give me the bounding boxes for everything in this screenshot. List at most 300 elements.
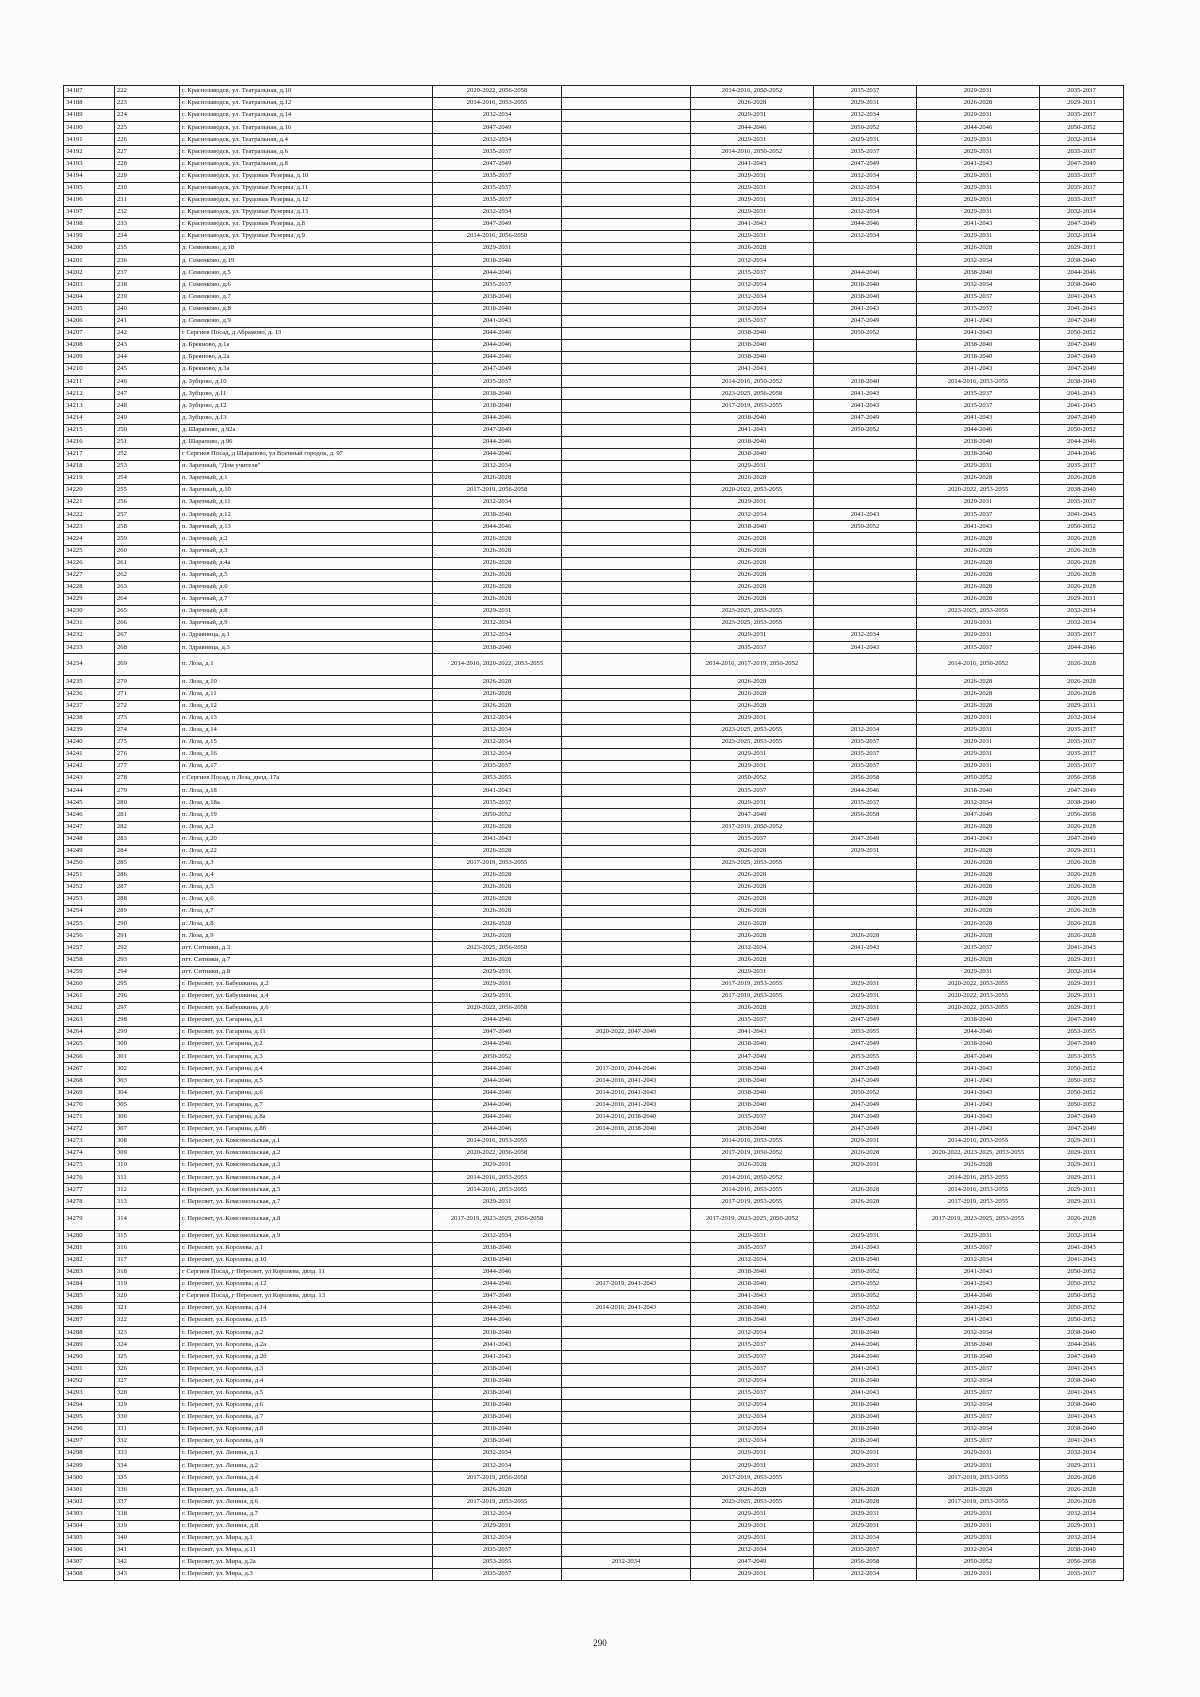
period-2-cell [562,1266,691,1278]
record-id-cell: 34289 [64,1339,115,1351]
period-6-cell: 2044-2046 [1040,1339,1124,1351]
period-4-cell: 2047-2049 [814,412,917,424]
row-number-cell: 241 [115,315,180,327]
period-1-cell: 2035-2037 [433,1569,562,1581]
row-number-cell: 295 [115,978,180,990]
period-2-cell [562,557,691,569]
period-3-cell: 2017-2019, 2050-2052 [691,1148,814,1160]
table-row [64,219,1124,231]
period-1-cell: 2047-2049 [433,158,562,170]
table-row [64,1327,1124,1339]
record-id-cell: 34234 [64,654,115,676]
table-row [64,243,1124,255]
period-5-cell: 2041-2043 [917,364,1040,376]
table-row [64,170,1124,182]
period-5-cell: 2029-2031 [917,618,1040,630]
period-6-cell: 2029-2031 [1040,700,1124,712]
record-id-cell: 34198 [64,219,115,231]
address-cell: п. Заречный, д.10 [180,485,433,497]
period-2-cell [562,845,691,857]
record-id-cell: 34247 [64,821,115,833]
period-6-cell: 2029-2031 [1040,1172,1124,1184]
address-cell: г. Пересвет, ул. Гагарина, д.3 [180,1051,433,1063]
period-2-cell [562,748,691,760]
record-id-cell: 34237 [64,700,115,712]
period-3-cell: 2029-2031 [691,194,814,206]
period-4-cell: 2038-2040 [814,291,917,303]
period-4-cell: 2026-2028 [814,1496,917,1508]
period-1-cell: 2017-2019, 2053-2055 [433,857,562,869]
table-row [64,1472,1124,1484]
period-1-cell: 2044-2046 [433,1303,562,1315]
row-number-cell: 243 [115,339,180,351]
address-cell: д. Семенково, д.9 [180,315,433,327]
address-cell: г. Пересвет, ул. Королева, д.1 [180,1242,433,1254]
period-4-cell: 2035-2037 [814,146,917,158]
row-number-cell: 228 [115,158,180,170]
table-row [64,966,1124,978]
period-2-cell [562,990,691,1002]
record-id-cell: 34211 [64,376,115,388]
address-cell: п. Лоза, д.13 [180,712,433,724]
period-6-cell: 2047-2049 [1040,219,1124,231]
record-id-cell: 34255 [64,918,115,930]
period-2-cell [562,1387,691,1399]
table-row [64,509,1124,521]
row-number-cell: 324 [115,1339,180,1351]
period-2-cell [562,110,691,122]
period-5-cell: 2041-2043 [917,1123,1040,1135]
period-5-cell: 2029-2031 [917,146,1040,158]
period-2-cell: 2014-2016, 2041-2043 [562,1075,691,1087]
period-2-cell [562,894,691,906]
period-6-cell: 2035-2037 [1040,630,1124,642]
record-id-cell: 34209 [64,352,115,364]
period-6-cell: 2038-2040 [1040,255,1124,267]
period-2-cell [562,1291,691,1303]
period-6-cell: 2038-2040 [1040,1375,1124,1387]
table-row [64,86,1124,98]
period-2-cell [562,327,691,339]
period-2-cell [562,918,691,930]
row-number-cell: 330 [115,1411,180,1423]
period-2-cell [562,569,691,581]
period-1-cell: 2044-2046 [433,339,562,351]
row-number-cell: 247 [115,388,180,400]
period-1-cell: 2026-2028 [433,545,562,557]
record-id-cell: 34298 [64,1448,115,1460]
period-2-cell [562,654,691,676]
row-number-cell: 303 [115,1075,180,1087]
period-5-cell: 2035-2037 [917,400,1040,412]
row-number-cell: 337 [115,1496,180,1508]
period-3-cell: 2035-2037 [691,1351,814,1363]
address-cell: п. Лоза, д.3 [180,857,433,869]
table-row [64,1399,1124,1411]
period-6-cell: 2029-2031 [1040,845,1124,857]
period-6-cell: 2050-2052 [1040,1063,1124,1075]
period-1-cell: 2044-2046 [433,1087,562,1099]
row-number-cell: 235 [115,243,180,255]
table-row [64,773,1124,785]
row-number-cell: 259 [115,533,180,545]
table-row [64,1002,1124,1014]
table-row [64,593,1124,605]
period-5-cell: 2026-2028 [917,857,1040,869]
record-id-cell: 34208 [64,339,115,351]
period-5-cell: 2035-2037 [917,942,1040,954]
table-row [64,845,1124,857]
table-row [64,1363,1124,1375]
row-number-cell: 342 [115,1557,180,1569]
address-cell: п. Заречный, д.2 [180,533,433,545]
table-row [64,990,1124,1002]
period-2-cell [562,267,691,279]
period-2-cell [562,869,691,881]
row-number-cell: 275 [115,736,180,748]
period-3-cell: 2029-2031 [691,1230,814,1242]
table-row [64,1111,1124,1123]
address-cell: г. Пересвет, ул. Королева, д.4 [180,1375,433,1387]
record-id-cell: 34264 [64,1027,115,1039]
row-number-cell: 229 [115,170,180,182]
period-1-cell: 2026-2028 [433,676,562,688]
record-id-cell: 34224 [64,533,115,545]
period-3-cell: 2035-2037 [691,1339,814,1351]
period-5-cell: 2038-2040 [917,785,1040,797]
table-row [64,954,1124,966]
row-number-cell: 245 [115,364,180,376]
period-2-cell [562,1496,691,1508]
period-2-cell [562,1135,691,1147]
period-1-cell: 2044-2046 [433,1278,562,1290]
row-number-cell: 265 [115,606,180,618]
period-1-cell: 2029-2031 [433,966,562,978]
address-cell: г. Пересвет, ул. Ленина, д.6 [180,1496,433,1508]
address-cell: д. Семенково, д.7 [180,291,433,303]
address-cell: д. Семенково, д.5 [180,267,433,279]
record-id-cell: 34202 [64,267,115,279]
address-cell: г. Пересвет, ул. Комсомольская, д.9 [180,1230,433,1242]
period-4-cell [814,869,917,881]
period-2-cell [562,134,691,146]
period-4-cell: 2035-2037 [814,86,917,98]
row-number-cell: 269 [115,654,180,676]
table-row [64,1099,1124,1111]
period-2-cell [562,219,691,231]
period-6-cell: 2035-2037 [1040,736,1124,748]
table-row [64,327,1124,339]
period-1-cell: 2014-2016, 2053-2055 [433,1172,562,1184]
table-row [64,134,1124,146]
period-3-cell: 2029-2031 [691,110,814,122]
period-3-cell: 2032-2034 [691,1327,814,1339]
row-number-cell: 253 [115,460,180,472]
record-id-cell: 34213 [64,400,115,412]
period-4-cell: 2035-2037 [814,748,917,760]
record-id-cell: 34275 [64,1160,115,1172]
address-cell: г. Пересвет, ул. Комсомольская, д.8 [180,1208,433,1230]
period-2-cell [562,1363,691,1375]
address-cell: г. Пересвет, ул. Комсомольская, д.2 [180,1148,433,1160]
row-number-cell: 272 [115,700,180,712]
period-2-cell [562,785,691,797]
record-id-cell: 34239 [64,724,115,736]
period-5-cell: 2041-2043 [917,521,1040,533]
period-3-cell: 2041-2043 [691,1027,814,1039]
period-2-cell [562,194,691,206]
period-3-cell: 2047-2049 [691,1557,814,1569]
record-id-cell: 34229 [64,593,115,605]
period-2-cell [562,231,691,243]
record-id-cell: 34223 [64,521,115,533]
table-row [64,1496,1124,1508]
period-5-cell: 2041-2043 [917,1087,1040,1099]
period-6-cell: 2032-2034 [1040,134,1124,146]
period-3-cell: 2026-2028 [691,869,814,881]
period-2-cell [562,1184,691,1196]
period-3-cell: 2029-2031 [691,1569,814,1581]
period-6-cell: 2041-2043 [1040,1411,1124,1423]
period-5-cell: 2017-2019, 2023-2025, 2053-2055 [917,1208,1040,1230]
address-cell: г. Пересвет, ул. Ленина, д.2 [180,1460,433,1472]
row-number-cell: 251 [115,436,180,448]
period-1-cell: 2038-2040 [433,1424,562,1436]
period-1-cell: 2032-2034 [433,630,562,642]
period-1-cell: 2044-2046 [433,1123,562,1135]
row-number-cell: 322 [115,1315,180,1327]
period-2-cell [562,1339,691,1351]
record-id-cell: 34195 [64,182,115,194]
address-cell: д. Зубцово, д.12 [180,400,433,412]
period-3-cell: 2038-2040 [691,1315,814,1327]
period-3-cell: 2017-2019, 2053-2055 [691,400,814,412]
period-2-cell [562,1520,691,1532]
record-id-cell: 34272 [64,1123,115,1135]
period-3-cell: 2029-2031 [691,134,814,146]
row-number-cell: 262 [115,569,180,581]
row-number-cell: 298 [115,1015,180,1027]
period-2-cell [562,966,691,978]
period-5-cell: 2014-2016, 2050-2052 [917,654,1040,676]
period-6-cell: 2026-2028 [1040,894,1124,906]
row-number-cell: 231 [115,194,180,206]
period-1-cell: 2029-2031 [433,606,562,618]
period-4-cell: 2026-2028 [814,930,917,942]
period-5-cell: 2032-2034 [917,1327,1040,1339]
table-row [64,376,1124,388]
period-3-cell: 2017-2019, 2053-2055 [691,978,814,990]
period-6-cell: 2029-2031 [1040,98,1124,110]
period-6-cell: 2041-2043 [1040,1242,1124,1254]
period-2-cell [562,1208,691,1230]
period-4-cell: 2032-2034 [814,630,917,642]
period-6-cell: 2035-2037 [1040,110,1124,122]
table-row [64,1196,1124,1208]
record-id-cell: 34256 [64,930,115,942]
period-2-cell [562,170,691,182]
period-4-cell: 2029-2031 [814,1230,917,1242]
period-4-cell: 2038-2040 [814,1424,917,1436]
period-4-cell: 2047-2049 [814,1111,917,1123]
period-1-cell: 2038-2040 [433,642,562,654]
period-5-cell: 2029-2031 [917,1569,1040,1581]
period-5-cell: 2029-2031 [917,724,1040,736]
address-cell: г. Пересвет, ул. Комсомольская, д.4 [180,1172,433,1184]
period-6-cell: 2035-2037 [1040,86,1124,98]
period-5-cell: 2029-2031 [917,630,1040,642]
period-1-cell: 2032-2034 [433,712,562,724]
period-1-cell: 2044-2046 [433,327,562,339]
period-3-cell: 2014-2016, 2053-2055 [691,1135,814,1147]
period-1-cell: 2044-2046 [433,1015,562,1027]
row-number-cell: 273 [115,712,180,724]
period-5-cell: 2032-2034 [917,255,1040,267]
address-cell: г. Пересвет, ул. Королева, д.2б [180,1351,433,1363]
table-row [64,303,1124,315]
period-4-cell [814,352,917,364]
table-row [64,1160,1124,1172]
address-cell: г. Пересвет, ул. Гагарина, д.4 [180,1063,433,1075]
record-id-cell: 34204 [64,291,115,303]
period-5-cell: 2026-2028 [917,906,1040,918]
record-id-cell: 34201 [64,255,115,267]
period-6-cell: 2041-2043 [1040,1254,1124,1266]
record-id-cell: 34259 [64,966,115,978]
period-4-cell: 2035-2037 [814,797,917,809]
period-6-cell: 2026-2028 [1040,654,1124,676]
row-number-cell: 222 [115,86,180,98]
period-3-cell: 2014-2016, 2050-2052 [691,376,814,388]
period-6-cell: 2032-2034 [1040,231,1124,243]
period-3-cell: 2026-2028 [691,533,814,545]
period-5-cell: 2026-2028 [917,593,1040,605]
period-1-cell: 2014-2016, 2020-2022, 2053-2055 [433,654,562,676]
period-6-cell: 2038-2040 [1040,485,1124,497]
period-2-cell [562,1472,691,1484]
row-number-cell: 300 [115,1039,180,1051]
period-1-cell: 2032-2034 [433,1532,562,1544]
address-cell: г. Пересвет, ул. Комсомольская, д.5 [180,1184,433,1196]
table-row [64,352,1124,364]
period-3-cell: 2017-2019, 2053-2055 [691,1472,814,1484]
period-6-cell: 2041-2043 [1040,400,1124,412]
period-2-cell [562,388,691,400]
record-id-cell: 34197 [64,206,115,218]
period-5-cell: 2032-2034 [917,1254,1040,1266]
period-1-cell: 2026-2028 [433,700,562,712]
address-cell: п. Заречный, д.7 [180,593,433,605]
address-cell: г. Краснозаводск, ул. Театральная, д.6 [180,146,433,158]
address-cell: г. Пересвет, ул. Комсомольская, д.1 [180,1135,433,1147]
row-number-cell: 252 [115,448,180,460]
period-2-cell [562,1411,691,1423]
period-3-cell: 2032-2034 [691,291,814,303]
period-3-cell: 2032-2034 [691,1411,814,1423]
address-cell: г. Краснозаводск, ул. Трудовые Резервы, д.12 [180,194,433,206]
row-number-cell: 264 [115,593,180,605]
row-number-cell: 343 [115,1569,180,1581]
period-6-cell: 2035-2037 [1040,182,1124,194]
period-1-cell: 2032-2034 [433,1460,562,1472]
period-3-cell: 2029-2031 [691,1508,814,1520]
period-4-cell: 2032-2034 [814,110,917,122]
table-row [64,1520,1124,1532]
address-cell: п. Здравница, д.3 [180,642,433,654]
period-2-cell [562,339,691,351]
period-4-cell: 2056-2058 [814,773,917,785]
record-id-cell: 34276 [64,1172,115,1184]
address-cell: п. Лоза, д.4 [180,869,433,881]
record-id-cell: 34214 [64,412,115,424]
period-1-cell: 2014-2016, 2053-2055 [433,98,562,110]
period-6-cell: 2029-2031 [1040,1160,1124,1172]
period-5-cell: 2035-2037 [917,1436,1040,1448]
period-4-cell: 2050-2052 [814,327,917,339]
address-cell: д. Семенково, д.19 [180,255,433,267]
period-4-cell [814,954,917,966]
period-1-cell: 2026-2028 [433,581,562,593]
period-4-cell: 2026-2028 [814,1484,917,1496]
period-6-cell: 2050-2052 [1040,1278,1124,1290]
table-row [64,255,1124,267]
period-5-cell: 2038-2040 [917,1015,1040,1027]
period-6-cell: 2029-2031 [1040,1148,1124,1160]
period-2-cell [562,978,691,990]
period-1-cell: 2044-2046 [433,521,562,533]
period-6-cell: 2050-2052 [1040,424,1124,436]
table-row [64,1039,1124,1051]
period-1-cell: 2044-2046 [433,1315,562,1327]
period-5-cell: 2044-2046 [917,1027,1040,1039]
period-1-cell: 2026-2028 [433,906,562,918]
period-2-cell [562,1484,691,1496]
period-2-cell [562,1424,691,1436]
period-4-cell [814,473,917,485]
period-4-cell: 2035-2037 [814,1544,917,1556]
period-2-cell [562,436,691,448]
record-id-cell: 34279 [64,1208,115,1230]
period-4-cell [814,581,917,593]
row-number-cell: 338 [115,1508,180,1520]
period-6-cell: 2035-2037 [1040,146,1124,158]
row-number-cell: 334 [115,1460,180,1472]
period-3-cell: 2023-2025, 2053-2055 [691,724,814,736]
period-2-cell [562,497,691,509]
period-6-cell: 2050-2052 [1040,1291,1124,1303]
period-3-cell: 2026-2028 [691,700,814,712]
row-number-cell: 285 [115,857,180,869]
period-5-cell: 2032-2034 [917,1424,1040,1436]
row-number-cell: 297 [115,1002,180,1014]
period-2-cell [562,954,691,966]
period-4-cell: 2032-2034 [814,1532,917,1544]
period-4-cell [814,569,917,581]
record-id-cell: 34263 [64,1015,115,1027]
period-1-cell: 2029-2031 [433,978,562,990]
address-cell: д. Зубцово, д.10 [180,376,433,388]
address-cell: д. Зубцово, д.11 [180,388,433,400]
address-cell: г. Пересвет, ул. Ленина, д.1 [180,1448,433,1460]
period-5-cell: 2041-2043 [917,1303,1040,1315]
period-5-cell: 2026-2028 [917,533,1040,545]
period-3-cell: 2029-2031 [691,1448,814,1460]
period-6-cell: 2056-2058 [1040,809,1124,821]
period-5-cell: 2023-2025, 2053-2055 [917,606,1040,618]
period-2-cell [562,1448,691,1460]
period-1-cell: 2026-2028 [433,557,562,569]
record-id-cell: 34188 [64,98,115,110]
